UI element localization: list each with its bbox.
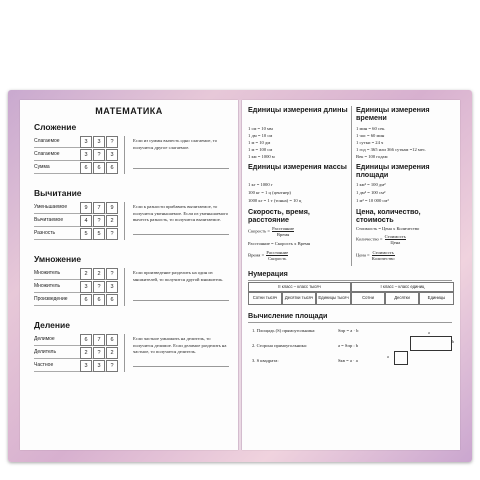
value-box: 3 — [106, 149, 118, 161]
time-title: Единицы измерения времени — [356, 105, 430, 122]
area-item: 2. Сторона прямоугольника: — [252, 343, 308, 348]
value-box: 3 — [80, 136, 92, 148]
speed-title: Скорость, время, расстояние — [248, 207, 310, 224]
value-box: 9 — [80, 202, 92, 214]
row-label: Частное — [34, 362, 54, 368]
section-title: Вычитание — [34, 188, 82, 198]
time-line: 1 час = 60 мин — [356, 133, 385, 138]
row-label: Произведение — [34, 296, 68, 302]
left-page — [20, 100, 238, 450]
speed-formula: Скорость = Расстояние Время — [248, 226, 295, 237]
rect-side-b: b — [452, 339, 454, 344]
area-formula: Sпр = a · b — [338, 328, 359, 333]
value-box: 2 — [80, 268, 92, 280]
area-line: 1 км² = 100 дм² — [356, 182, 386, 187]
section-title: Деление — [34, 320, 70, 330]
value-box: 2 — [93, 268, 105, 280]
area-item: 1. Площадь (S) прямоугольника: — [252, 328, 316, 333]
mass-line: 1 кг = 1000 г — [248, 182, 273, 187]
area-formula: Sкв = a · a — [338, 358, 358, 363]
area-item: 3. S квадрата: — [252, 358, 279, 363]
area-formula: a = Sпр : b — [338, 343, 359, 348]
class-thousands: II класс – класс тысяч — [248, 282, 351, 292]
section-title: Сложение — [34, 122, 77, 132]
price-formula: Цена = Стоимость Количество — [356, 250, 395, 261]
numeration-col: Единицы — [419, 292, 454, 305]
length-line: 1 дм = 10 см — [248, 133, 273, 138]
value-box: 3 — [80, 149, 92, 161]
value-box: ? — [106, 268, 118, 280]
value-box: 2 — [106, 347, 118, 359]
value-box: 6 — [106, 334, 118, 346]
value-box: 5 — [93, 228, 105, 240]
area-units-title: Единицы измерения площади — [356, 162, 430, 179]
square-figure — [394, 351, 408, 365]
time-line: 1 сутки = 24 ч — [356, 140, 384, 145]
divider — [248, 322, 452, 323]
rule-note: Если к разности прибавить вычитаемое, то получится уменьшаемое. Если из уменьшаемого вычесть разность, то получится вычитаемое. — [133, 204, 229, 222]
value-box: 6 — [106, 162, 118, 174]
value-box: 6 — [106, 294, 118, 306]
square-side-a: a — [387, 354, 389, 359]
cost-formula: Стоимость = Цена x Количество — [356, 226, 420, 231]
row-label: Делитель — [34, 349, 57, 355]
numeration-col: Сотни — [351, 292, 385, 305]
value-box: 6 — [80, 334, 92, 346]
rect-side-a: a — [428, 330, 430, 335]
area-calc-title: Вычисление площади — [248, 311, 328, 320]
row-label: Сумма — [34, 164, 50, 170]
numeration-col: Сотни тысяч — [248, 292, 282, 305]
value-box: 9 — [106, 202, 118, 214]
value-box: 7 — [93, 334, 105, 346]
row-label: Слагаемое — [34, 151, 60, 157]
quantity-formula: Количество = Стоимость Цена — [356, 234, 406, 245]
price-title: Цена, количество, стоимость — [356, 207, 421, 224]
row-label: Множитель — [34, 283, 61, 289]
row-label: Делимое — [34, 336, 55, 342]
rectangle-figure — [410, 336, 452, 351]
value-box: 7 — [93, 202, 105, 214]
note-divider — [124, 268, 125, 306]
time-line: 1 мин = 60 сек. — [356, 126, 386, 131]
numeration-col: Десятки тысяч — [282, 292, 316, 305]
note-divider — [124, 202, 125, 240]
time-formula: Время = Расстояние Скорость — [248, 250, 289, 261]
value-box: ? — [93, 149, 105, 161]
value-box: ? — [93, 347, 105, 359]
numeration-col: Единицы тысяч — [316, 292, 351, 305]
right-page — [242, 100, 460, 450]
value-box: ? — [106, 136, 118, 148]
value-box: 3 — [80, 281, 92, 293]
value-box: ? — [93, 215, 105, 227]
area-line: 1 дм² = 100 см² — [356, 190, 386, 195]
length-line: 1 м = 10 дм — [248, 140, 271, 145]
value-box: 6 — [93, 162, 105, 174]
length-line: 1 см = 10 мм — [248, 126, 273, 131]
rule-note: Если частное умножить на делитель, то получится делимое. Если делимое разделить на частное, то получится делитель. — [133, 336, 227, 354]
section-title: Умножение — [34, 254, 82, 264]
divider — [248, 280, 452, 281]
row-label: Множитель — [34, 270, 61, 276]
value-box: 6 — [80, 162, 92, 174]
column-divider — [351, 106, 352, 266]
mass-line: 100 кг = 1 ц (центнер) — [248, 190, 291, 195]
length-line: 1 м = 100 см — [248, 147, 273, 152]
value-box: 6 — [93, 294, 105, 306]
rule-note: Если из суммы вычесть одно слагаемое, то получится другое слагаемое. — [133, 138, 218, 150]
page-title: МАТЕМАТИКА — [95, 106, 163, 116]
row-label: Слагаемое — [34, 138, 60, 144]
note-divider — [124, 136, 125, 174]
note-underline — [133, 300, 229, 301]
area-line: 1 м² = 10 000 см² — [356, 198, 389, 203]
note-underline — [133, 168, 229, 169]
value-box: 3 — [106, 281, 118, 293]
value-box: 3 — [93, 136, 105, 148]
row-label: Уменьшаемое — [34, 204, 68, 210]
time-line: Век = 100 годам — [356, 154, 388, 159]
value-box: ? — [93, 281, 105, 293]
mass-title: Единицы измерения массы — [248, 162, 347, 171]
value-box: 3 — [93, 360, 105, 372]
mass-line: 1000 кг = 1 т (тонна) = 10 ц — [248, 198, 302, 203]
numeration-col: Десятки — [385, 292, 419, 305]
class-units: I класс – класс единиц — [351, 282, 454, 292]
value-box: 4 — [80, 215, 92, 227]
value-box: 3 — [80, 360, 92, 372]
length-line: 1 км = 1000 м — [248, 154, 275, 159]
note-underline — [133, 366, 229, 367]
value-box: 2 — [80, 347, 92, 359]
note-divider — [124, 334, 125, 372]
row-label: Вычитаемое — [34, 217, 64, 223]
value-box: 2 — [106, 215, 118, 227]
value-box: ? — [106, 228, 118, 240]
value-box: 5 — [80, 228, 92, 240]
value-box: ? — [106, 360, 118, 372]
value-box: 6 — [80, 294, 92, 306]
distance-formula: Расстояние = Скорость x Время — [248, 241, 311, 246]
time-line: 1 год = 365 или 366 суткам =12 мес. — [356, 147, 427, 152]
numeration-title: Нумерация — [248, 269, 288, 278]
row-label: Разность — [34, 230, 56, 236]
length-title: Единицы измерения длины — [248, 105, 348, 114]
note-underline — [133, 234, 229, 235]
rule-note: Если произведение разделить на один из множителей, то получится другой множитель. — [133, 270, 224, 282]
